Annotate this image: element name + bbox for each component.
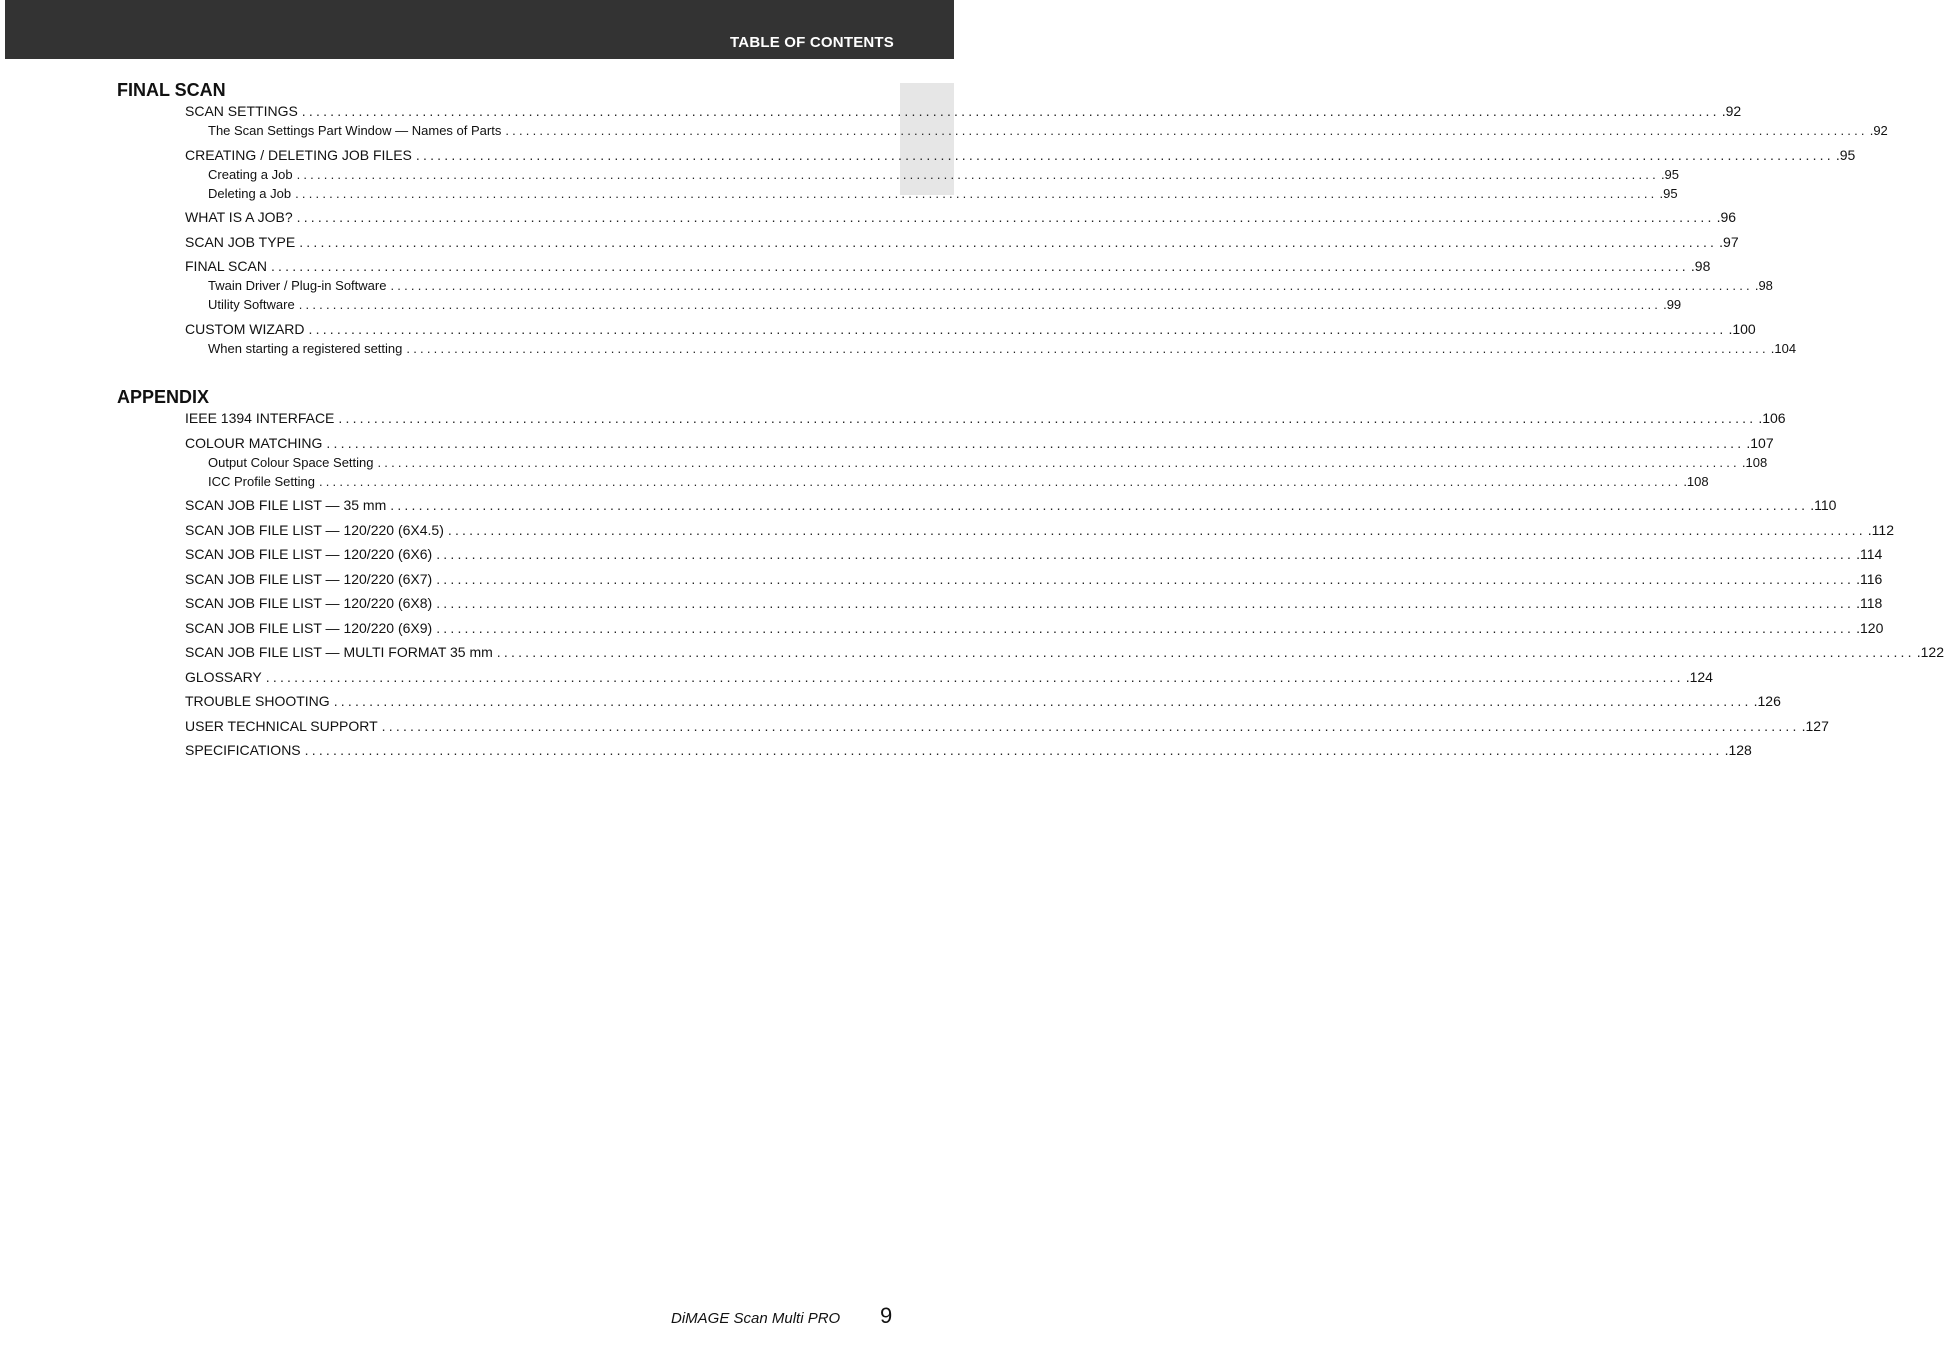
dot-leader: ........................................................................................................................................................................................................ bbox=[270, 258, 1689, 274]
toc-entry bbox=[185, 619, 1884, 638]
section-final-scan bbox=[117, 78, 1888, 358]
dot-leader: ........................................................................................................................................................................................................ bbox=[333, 693, 1752, 709]
dot-leader: ........................................................................................................................................................................................................ bbox=[298, 297, 1662, 312]
toc-entry bbox=[185, 320, 1756, 339]
entry-page-number: .104 bbox=[1770, 340, 1797, 356]
entry-label: SCAN JOB TYPE bbox=[185, 233, 296, 250]
entry-page-number: .95 bbox=[1660, 166, 1680, 182]
entry-page-number: .126 bbox=[1753, 693, 1781, 709]
dot-leader: ........................................................................................................................................................................................................ bbox=[296, 209, 1715, 225]
entry-page-number: .97 bbox=[1719, 233, 1739, 250]
footer-product-name: DiMAGE Scan Multi PRO bbox=[671, 1310, 841, 1327]
entry-page-number: .98 bbox=[1690, 258, 1711, 274]
footer-page-number: 9 bbox=[880, 1303, 893, 1328]
dot-leader: ........................................................................................................................................................................................................ bbox=[265, 668, 1684, 685]
entry-label: CREATING / DELETING JOB FILES bbox=[185, 146, 412, 163]
dot-leader: ........................................................................................................................................................................................................ bbox=[326, 434, 1745, 451]
toc-entry bbox=[185, 233, 1739, 252]
entry-page-number: .127 bbox=[1801, 717, 1829, 734]
entry-page-number: .110 bbox=[1810, 497, 1837, 513]
dot-leader: ........................................................................................................................................................................................................ bbox=[436, 619, 1855, 636]
dot-leader: ........................................................................................................................................................................................................ bbox=[296, 166, 1659, 182]
dot-leader: ........................................................................................................................................................................................................ bbox=[304, 742, 1723, 758]
header-title: TABLE OF CONTENTS bbox=[730, 34, 894, 51]
entry-label: Creating a Job bbox=[208, 166, 293, 182]
entry-label: TROUBLE SHOOTING bbox=[185, 693, 330, 709]
entry-page-number: .99 bbox=[1663, 297, 1682, 312]
entry-label: SCAN JOB FILE LIST — 120/220 (6X8) bbox=[185, 595, 433, 611]
entry-label: Twain Driver / Plug-in Software bbox=[208, 278, 387, 293]
entry-list bbox=[117, 102, 1888, 358]
toc-entry bbox=[185, 692, 1781, 711]
entry-page-number: .116 bbox=[1856, 570, 1883, 587]
entry-page-number: .95 bbox=[1835, 146, 1856, 163]
toc-entry bbox=[185, 717, 1829, 736]
entry-label: CUSTOM WIZARD bbox=[185, 320, 305, 337]
dot-leader: ........................................................................................................................................................................................................ bbox=[447, 521, 1866, 538]
entry-page-number: .106 bbox=[1758, 410, 1786, 426]
toc-entry bbox=[185, 496, 1837, 515]
entry-label: IEEE 1394 INTERFACE bbox=[185, 410, 335, 426]
dot-leader: ........................................................................................................................................................................................................ bbox=[436, 546, 1855, 562]
section-title: FINAL SCAN bbox=[117, 80, 226, 100]
dot-leader: ........................................................................................................................................................................................................ bbox=[299, 233, 1718, 250]
entry-page-number: .100 bbox=[1728, 320, 1756, 337]
toc-entry bbox=[185, 643, 1944, 662]
entry-label: SCAN JOB FILE LIST — 120/220 (6X7) bbox=[185, 570, 433, 587]
entry-label: The Scan Settings Part Window — Names of Parts bbox=[208, 123, 502, 138]
dot-leader: ........................................................................................................................................................................................................ bbox=[496, 644, 1915, 660]
toc-entry bbox=[185, 146, 1856, 165]
entry-label: GLOSSARY bbox=[185, 668, 262, 685]
toc-entry bbox=[185, 741, 1752, 760]
entry-page-number: .96 bbox=[1716, 209, 1737, 225]
dot-leader: ........................................................................................................................................................................................................ bbox=[436, 595, 1855, 611]
entry-label: USER TECHNICAL SUPPORT bbox=[185, 717, 378, 734]
toc-entry bbox=[185, 102, 1742, 121]
entry-label: ICC Profile Setting bbox=[208, 473, 315, 489]
dot-leader: ........................................................................................................................................................................................................ bbox=[308, 320, 1727, 337]
entry-page-number: .122 bbox=[1916, 644, 1944, 660]
entry-label: SCAN JOB FILE LIST — MULTI FORMAT 35 mm bbox=[185, 644, 493, 660]
toc-subentry bbox=[208, 472, 1709, 491]
entry-page-number: .108 bbox=[1683, 473, 1709, 489]
entry-page-number: .108 bbox=[1741, 454, 1768, 470]
entry-page-number: .92 bbox=[1721, 103, 1742, 119]
toc-entry bbox=[185, 668, 1713, 687]
entry-label: SCAN JOB FILE LIST — 120/220 (6X4.5) bbox=[185, 521, 444, 538]
toc-entry bbox=[185, 409, 1786, 428]
toc-subentry bbox=[208, 121, 1888, 140]
entry-label: COLOUR MATCHING bbox=[185, 434, 323, 451]
dot-leader: ........................................................................................................................................................................................................ bbox=[381, 717, 1800, 734]
entry-page-number: .128 bbox=[1724, 742, 1752, 758]
entry-label: Utility Software bbox=[208, 297, 295, 312]
entry-page-number: .114 bbox=[1856, 546, 1883, 562]
entry-label: When starting a registered setting bbox=[208, 340, 403, 356]
dot-leader: ........................................................................................................................................................................................................ bbox=[505, 123, 1868, 138]
entry-page-number: .107 bbox=[1746, 434, 1774, 451]
entry-label: Output Colour Space Setting bbox=[208, 454, 374, 470]
toc-subentry bbox=[208, 184, 1678, 203]
entry-list bbox=[117, 409, 1944, 760]
toc-entry bbox=[185, 521, 1895, 540]
entry-label: SCAN JOB FILE LIST — 120/220 (6X9) bbox=[185, 619, 433, 636]
dot-leader: ........................................................................................................................................................................................................ bbox=[406, 340, 1769, 356]
entry-label: WHAT IS A JOB? bbox=[185, 209, 293, 225]
dot-leader: ........................................................................................................................................................................................................ bbox=[436, 570, 1855, 587]
toc-entry bbox=[185, 545, 1883, 564]
entry-label: SPECIFICATIONS bbox=[185, 742, 301, 758]
dot-leader: ........................................................................................................................................................................................................ bbox=[390, 497, 1809, 513]
dot-leader: ........................................................................................................................................................................................................ bbox=[295, 185, 1658, 201]
toc-subentry bbox=[208, 453, 1768, 472]
section-title: APPENDIX bbox=[117, 387, 210, 407]
toc-entry bbox=[185, 594, 1883, 613]
dot-leader: ........................................................................................................................................................................................................ bbox=[415, 146, 1834, 163]
section-appendix bbox=[117, 385, 1944, 760]
toc-entry bbox=[185, 257, 1711, 276]
entry-page-number: .124 bbox=[1685, 668, 1713, 685]
toc-subentry bbox=[208, 339, 1797, 358]
entry-page-number: .95 bbox=[1659, 185, 1678, 201]
entry-page-number: .92 bbox=[1869, 123, 1888, 138]
entry-page-number: .120 bbox=[1856, 619, 1884, 636]
entry-page-number: .118 bbox=[1856, 595, 1883, 611]
entry-label: SCAN SETTINGS bbox=[185, 103, 298, 119]
toc-entry bbox=[185, 208, 1737, 227]
entry-label: SCAN JOB FILE LIST — 120/220 (6X6) bbox=[185, 546, 433, 562]
entry-label: SCAN JOB FILE LIST — 35 mm bbox=[185, 497, 387, 513]
header-bar bbox=[5, 0, 954, 59]
entry-label: FINAL SCAN bbox=[185, 258, 267, 274]
dot-leader: ........................................................................................................................................................................................................ bbox=[318, 473, 1682, 489]
toc-entry bbox=[185, 570, 1883, 589]
toc-entry bbox=[185, 434, 1774, 453]
toc-subentry bbox=[208, 276, 1773, 295]
toc-subentry bbox=[208, 165, 1680, 184]
entry-page-number: .98 bbox=[1754, 278, 1773, 293]
dot-leader: ........................................................................................................................................................................................................ bbox=[338, 410, 1757, 426]
dot-leader: ........................................................................................................................................................................................................ bbox=[301, 103, 1720, 119]
dot-leader: ........................................................................................................................................................................................................ bbox=[377, 454, 1740, 470]
toc-subentry bbox=[208, 295, 1682, 314]
entry-page-number: .112 bbox=[1867, 521, 1895, 538]
dot-leader: ........................................................................................................................................................................................................ bbox=[390, 278, 1753, 293]
entry-label: Deleting a Job bbox=[208, 185, 292, 201]
